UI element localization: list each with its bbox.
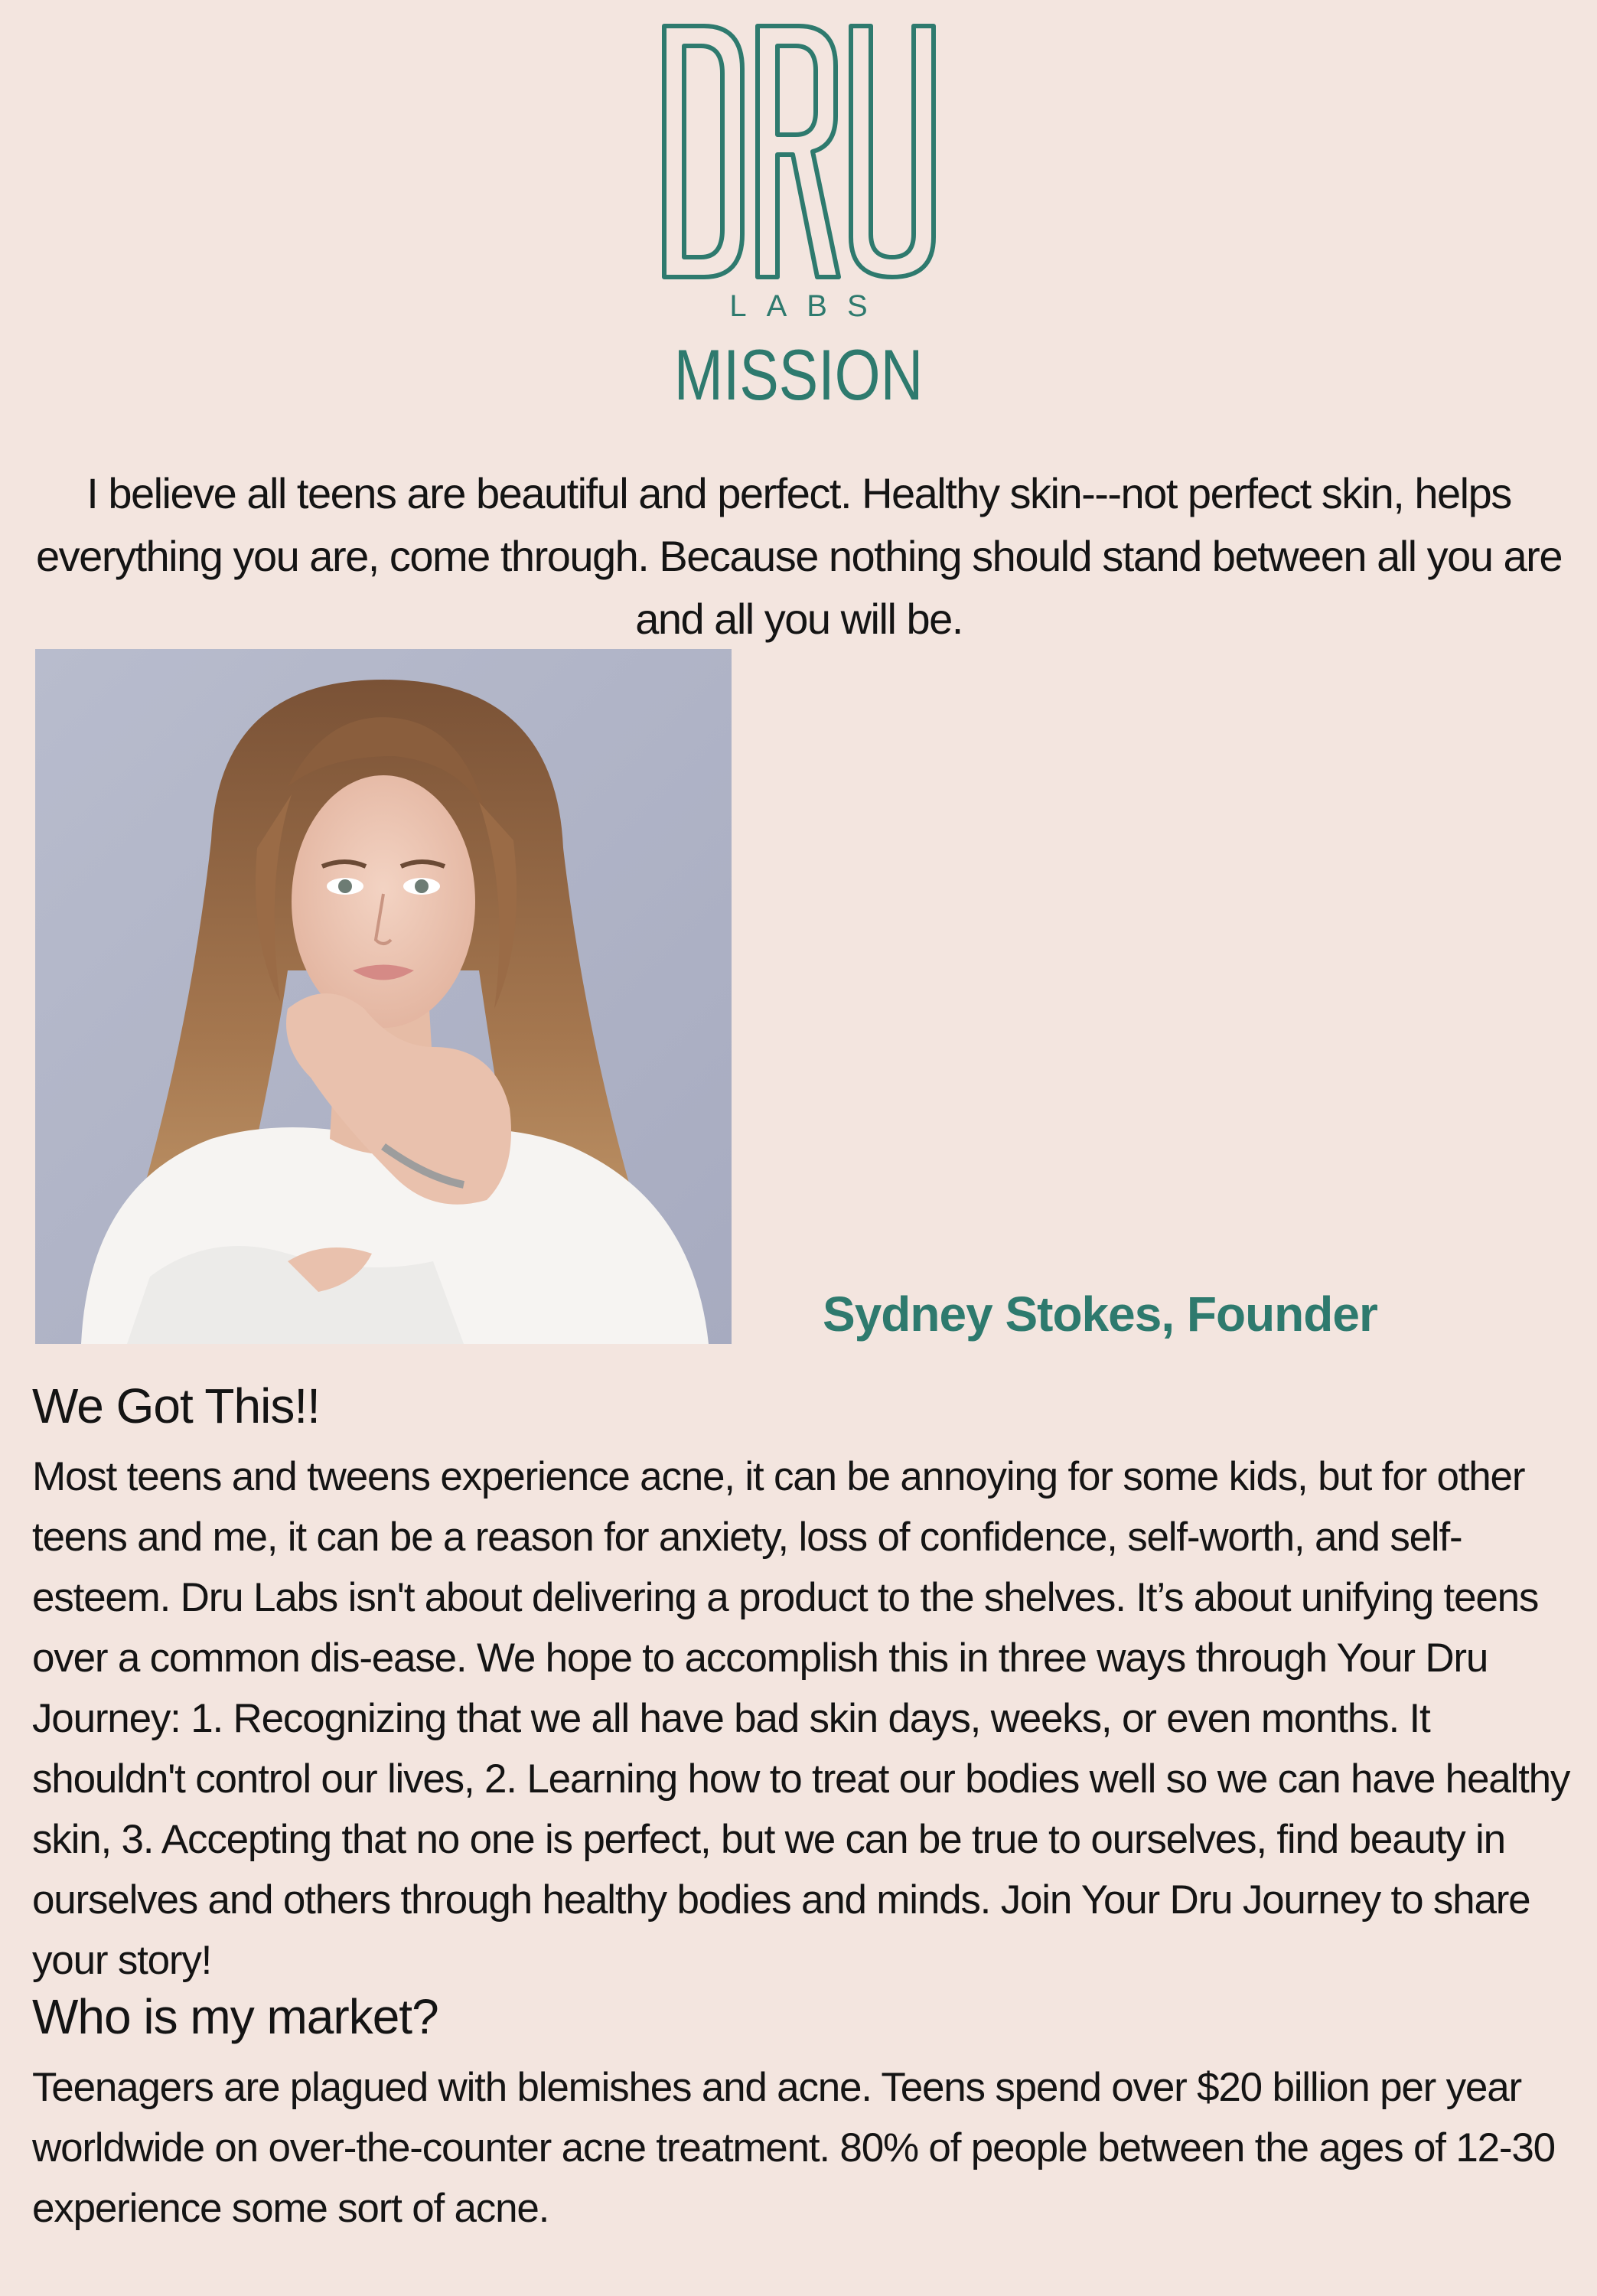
mission-title: MISSION (673, 334, 924, 415)
section-body-we-got-this: Most teens and tweens experience acne, it can be annoying for some kids, but for other teens and me, it can be a reason for anxiety, loss of confidence, self-worth, and self-esteem. Dru Labs isn't about delivering a product to the shelves. It’s about unifying teens over a common dis-ease. We hope to accomplish this in three ways through Your Dru Journey: 1. Recognizing that we all have bad skin days, weeks, or even months. It shouldn't control our lives, 2. Learning how to treat our bodies well so we can have healthy skin, 3. Accepting that no one is perfect, but we can be true to ourselves, find beauty in ourselves and others through healthy bodies and minds. Join Your Dru Journey to share your story! (32, 1454, 1570, 1983)
logo-subtitle: LABS (729, 289, 888, 323)
dru-logo-mark (661, 23, 937, 280)
mission-statement: I believe all teens are beautiful and perfect. Healthy skin---not perfect skin, helps everything you are, come through. Because nothing should stand between all you are and all you will be. (36, 469, 1562, 643)
section-heading-market: Who is my market? (32, 1989, 438, 2044)
dru-labs-logo (0, 23, 1597, 280)
founder-caption: Sydney Stokes, Founder (823, 1287, 1377, 1342)
section-heading-we-got-this: We Got This!! (32, 1378, 320, 1433)
section-body-market: Teenagers are plagued with blemishes and acne. Teens spend over $20 billion per year worldwide on over-the-counter acne treatment. 80% of people between the ages of 12-30 experience some sort of acne. (32, 2065, 1555, 2231)
founder-photo (35, 649, 732, 1344)
